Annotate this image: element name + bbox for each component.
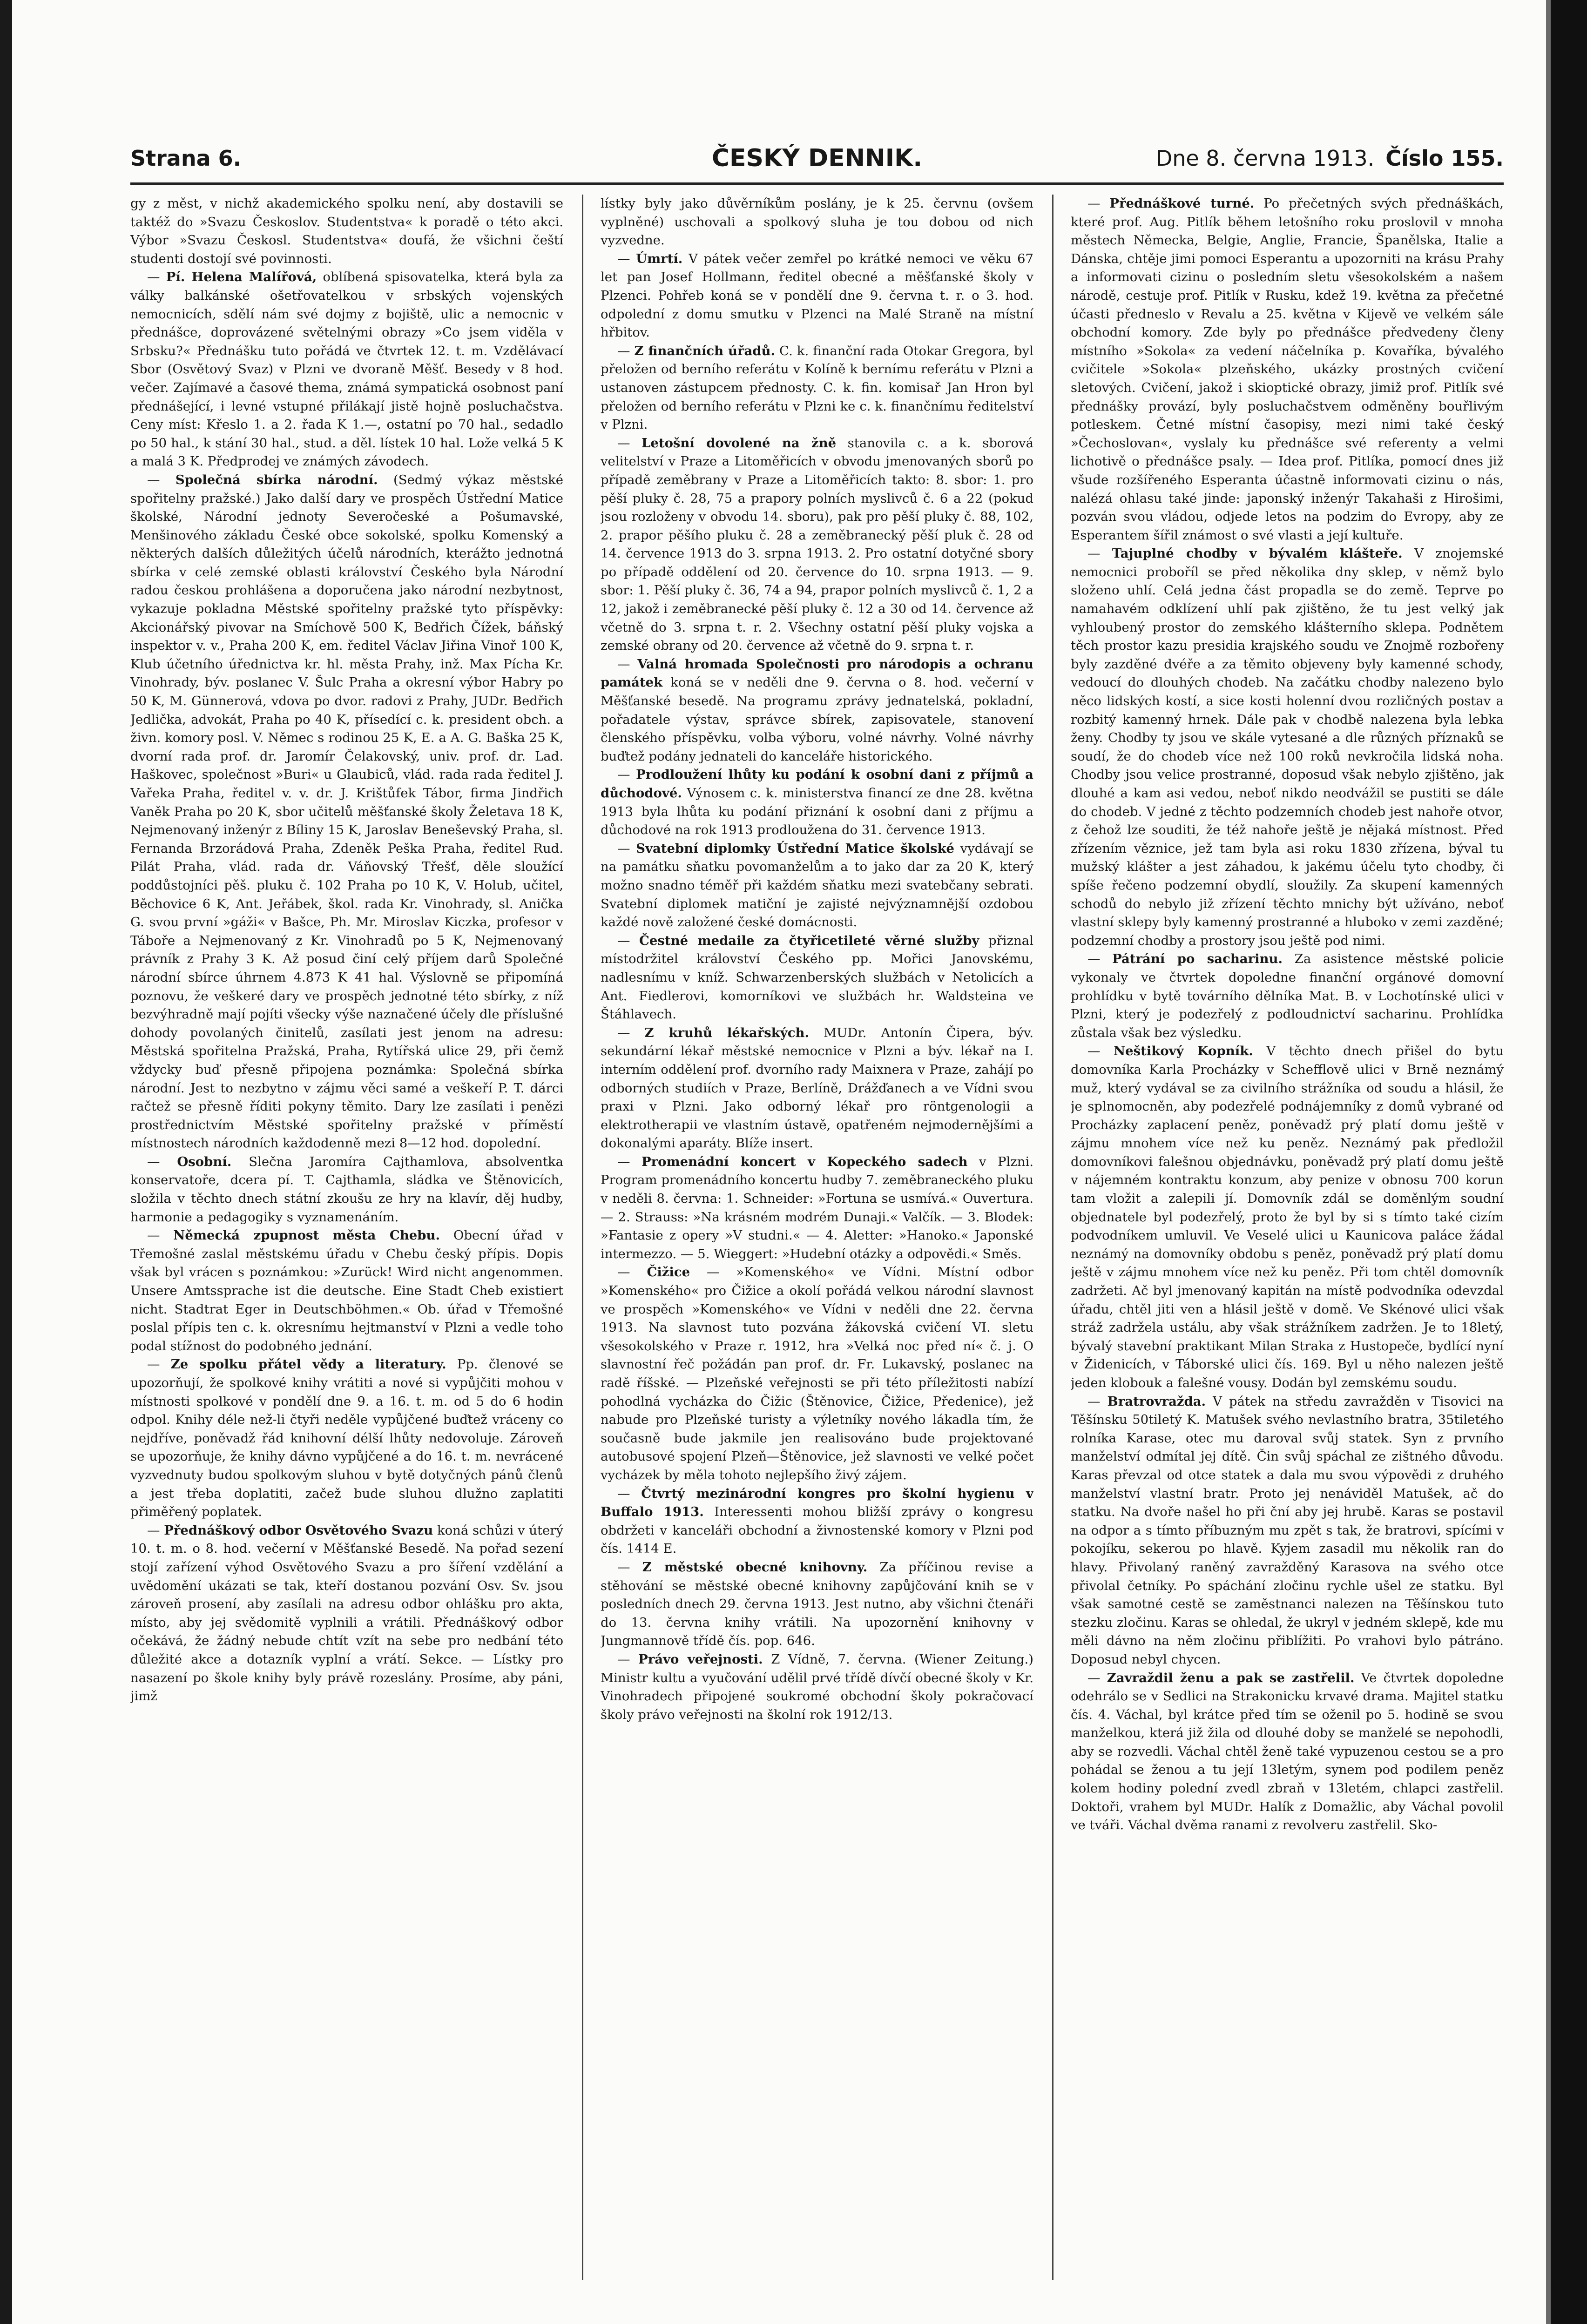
article-text: přiznal místodržitel království Českého pp. Mořici Janovskému, nadlesnímu v kníž. Schwarzenberských službách v Netolicích a Ant. Fiedlerovi, komorníkovi ve službách hr. Waldsteina ve Štáhlavech. xyxy=(601,933,1033,1022)
article-text: lístky byly jako důvěrníkům poslány, je k 25. červnu (ovšem vyplněné) uschovali a spolkový sluha je tou dobou od nich vyzvedne. xyxy=(601,196,1033,248)
column-3 xyxy=(1071,195,1504,2280)
column-1 xyxy=(130,195,563,2280)
article-paragraph: — Právo veřejnosti. Z Vídně, 7. června. (Wiener Zeitung.) Ministr kultu a vyučování udělil prvé třídě dívčí obecné školy v Kr. Vinohradech připojené soukromé obchodní školy pokračovací školy právo veřejnosti na školní rok 1912/13. xyxy=(601,1651,1033,1722)
article-text: oblíbená spisovatelka, která byla za války balkánské ošetřovatelkou v srbských vojenských nemocnicích, sdělí nám své dojmy z bojiště, ulic a nemocnic v přednášce, doprovázené světelnými obrazy »Co jsem viděla v Srbsku?« Přednášku tuto pořádá ve čtvrtek 12. t. m. Vzdělávací Sbor (Osvětový Svaz) v Plzni ve dvoraně Měšť. Besedy v 8 hod. večer. Zajímavé a časové thema, známá sympatická osobnost paní přednášející, i levné vstupné přilákají jistě hojně posluchačstva. Ceny míst: Křeslo 1. a 2. řada K 1.—, ostatní po 70 hal., sedadlo po 50 hal., k stání 30 hal., stud. a děl. lístek 10 hal. Lože velká 5 K a malá 3 K. Předprodej ve známých závodech. xyxy=(130,269,563,469)
article-text: Slečna Jaromíra Cajthamlova, absolventka konservatoře, dcera pí. T. Cajthamla, sládka ve Štěnovicích, složila v těchto dnech státní zkoušu ze hry na klavír, děj hudby, harmonie a pedagogiky s vyznamenáním. xyxy=(130,1154,563,1225)
article-paragraph: — Čižice — »Komenského« ve Vídni. Místní odbor »Komenského« pro Čižice a okolí pořádá velkou národní slavnost ve prospěch »Komenského« ve Vídni v neděli dne 22. června 1913. Na slavnost tuto pozvána žákovská cvičení VI. sletu všesokolského v Praze r. 1912, hra »Velká noc před ní« č. j. O slavnostní řeč požádán pan prof. dr. Fr. Lukavský, poslanec na radě říšské. — Plzeňské veřejnosti se při této příležitosti nabízí pohodlná vycházka do Čižic (Štěnovice, Čižice, Předenice), jež nabude pro Plzeňské turisty a výletníky nového lákadla tím, že současně bude jakmile jen realisováno bude projektované autobusové spojení Plzeň—Štěnovice, jež slavnosti ve velké počet vycházek by měla tohoto nejlepšího živý zájem. xyxy=(601,1265,1033,1482)
article-text: Za příčinou revise a stěhování se městské obecné knihovny zapůjčování knih se v posledních dnech 29. června 1913. Jest nutno, aby všichni čtenáři do 13. června knihy vrátili. Na upozornění knihovny v Jungmannově třídě čís. pop. 646. xyxy=(601,1559,1033,1649)
article-heading: Zavraždil ženu a pak se zastřelil. xyxy=(1107,1670,1355,1685)
article-heading: Bratrovražda. xyxy=(1107,1394,1206,1409)
column-divider xyxy=(582,195,583,2280)
newspaper-page xyxy=(130,140,1504,2281)
article-text: V těchto dnech přišel do bytu domovníka Karla Procházky v Schefflově ulici v Brně neznámý muž, který vydával se za civilního strážníka od soudu a hlásil, že je splnomocněn, aby podezřelé podnájemníky z domů vybrané od Procházky zaplacení peněz, poněvadž prý platí domu ještě v zájmu mnohem více než ku peněz. Neznámý pak předložil domovníkovi falešnou objednávku, poněvadž prý platí domu ještě v nájemném kontraktu konzum, aby penize v obnosu 700 korun tam vložit a zalepili jí. Domovník zdál se doměnlým soudní objednatele byl podezřelý, proto že byl by si s tímto také cizím podvodníkem umluvil. Ve Veselé ulici u Kaunicova paláce žádal neznámý na domovníky obdobu s peněz, poněvadž prý platí domu ještě v zájmu mnohem více než ku peněz. Při tom chtěl domovník zadržeti. Ač byl jmenovaný kapitán na místě podvodníka odevzdal úřadu, chtěl jiti ven a hlásil ještě v domě. Ve Skénové ulici však stráž zadržela ustálu, aby však strážníkem zadržen. Je to 18letý, bývalý stavební praktikant Milan Straka z Hustopeče, bydlící nyní v Židenicích, v Táborské ulici čís. 169. Byl u něho nalezen ještě jeden klobouk a falešné vousy. Dodán byl zemskému soudu. xyxy=(1071,1044,1504,1390)
article-paragraph: — Letošní dovolené na žně stanovila c. a k. sborová velitelství v Praze a Litoměřicích v obvodu jmenovaných sborů po případě zeměbrany v Praze a Litoměřicích takto: 8. sbor: 1. pro pěší pluky č. 28, 75 a prapory polních myslivců č. 6 a 22 (pokud jsou rozloženy v obvodu 14. sboru), pak pro pěší pluky č. 88, 102, 2. prapor pěšího pluku č. 28 a zeměbranecký pěší pluk č. 28 od 14. července 1913 do 3. srpna 1913. 2. Pro ostatní dotyčné sbory po případě oddělení od 20. července do 10. srpna 1913. — 9. sbor: 1. Pěší pluky č. 36, 74 a 94, prapor polních myslivců č. 1, 2 a 12, jakož i zeměbranecké pěší pluky č. 12 a 30 od 14. července až včetně do 3. srpna t. r. 2. Všechny ostatní pěší pluky vojska a zemské obrany od 20. července až včetně do 9. srpna t. r. xyxy=(601,435,1033,653)
scan-border-right xyxy=(1551,0,1587,2324)
article-text: Pp. členové se upozorňují, že spolkové knihy vrátiti a nové si vypůjčiti mohou v místnosti spolkové v pondělí dne 9. a 16. t. m. od 5 do 6 hodin odpol. Knihy déle než-li čtyři neděle vypůjčené buďtež vráceny co nejdříve, poněvadž řád knihovní délší lhůty nedovoluje. Zároveň se upozorňuje, že knihy dávno vypůjčené a do 16. t. m. nevrácené vyzvednuty budou spolkovým sluhou v bytě dotyčných pánů členů a jest třeba doplatiti, začež bude sluhou dlužno zaplatiti přiměřený poplatek. xyxy=(130,1357,563,1520)
article-paragraph: — Z městské obecné knihovny. Za příčinou revise a stěhování se městské obecné knihovny zapůjčování knih se v posledních dnech 29. června 1913. Jest nutno, aby všichni čtenáři do 13. června knihy vrátili. Na upozornění knihovny v Jungmannově třídě čís. pop. 646. xyxy=(601,1559,1033,1649)
article-text: MUDr. Antonín Čipera, býv. sekundární lékař městské nemocnice v Plzni a býv. lékař na I. interním oddělení prof. dvorního rady Maixnera v Praze, zahájí po odborných studiích v Praze, Berlíně, Drážďanech a ve Vídni svou praxi v Plzni. Jako odborný lékař pro röntgenologii a elektrotherapii ve vlastním ústavě, opatřeném nejmodernějšími a dokonalými aparáty. Blíže insert. xyxy=(601,1025,1033,1151)
article-text: Ve čtvrtek dopoledne odehrálo se v Sedlici na Strakonicku krvavé drama. Majitel statku čís. 4. Váchal, byl krátce před tím se oženil po 5. hodině se svou manželkou, která již žila od dlouhé doby se manželé se nepohodli, aby se rozvedli. Váchal chtěl ženě také vypuzenou cestou se a pro pohádal se ženou a tu její 13letým, synem pod podilem peněz kolem hodiny polední zvedl zbraň v 13letém, chlapci zastřelil. Doktoři, vrahem byl MUDr. Halík z Domažlic, aby Váchal povolil ve tváři. Váchal dvěma ranami z revolveru zastřelil. Sko- xyxy=(1071,1670,1504,1833)
article-heading: Čižice xyxy=(647,1265,690,1280)
article-heading: Úmrtí. xyxy=(636,251,683,266)
column-divider xyxy=(1052,195,1053,2280)
article-paragraph: — Ze spolku přátel vědy a literatury. Pp. členové se upozorňují, že spolkové knihy vrátiti a nové si vypůjčiti mohou v místnosti spolkové v pondělí dne 9. a 16. t. m. od 5 do 6 hodin odpol. Knihy déle než-li čtyři neděle vypůjčené buďtež vráceny co nejdříve, poněvadž řád knihovní délší lhůty nedovoluje. Zároveň se upozorňuje, že knihy dávno vypůjčené a do 16. t. m. nevrácené vyzvednuty budou spolkovým sluhou v bytě dotyčných pánů členů a jest třeba doplatiti, začež bude sluhou dlužno zaplatiti přiměřený poplatek. xyxy=(130,1357,563,1520)
article-paragraph: — Německá zpupnost města Chebu. Obecní úřad v Třemošné zaslal městskému úřadu v Chebu český přípis. Dopis však byl vrácen s poznámkou: »Zurück! Wird nicht angenommen. Unsere Amtssprache ist die deutsche. Eine Stadt Cheb existiert nicht. Stadtrat Eger in Deutschböhmen.« Ob. úřad v Třemošné poslal přípis ten c. k. okresnímu hejtmanství v Plzni a vedle toho podal stížnost do podobného jednání. xyxy=(130,1228,563,1354)
header-rule xyxy=(130,182,1504,185)
article-heading: Německá zpupnost města Chebu. xyxy=(173,1228,440,1243)
article-heading: Valná hromada Společnosti pro národopis a ochranu památek xyxy=(601,656,1033,690)
article-paragraph: — Zavraždil ženu a pak se zastřelil. Ve čtvrtek dopoledne odehrálo se v Sedlici na Strakonicku krvavé drama. Majitel statku čís. 4. Váchal, byl krátce před tím se oženil po 5. hodině se svou manželkou, která již žila od dlouhé doby se manželé se nepohodli, aby se rozvedli. Váchal chtěl ženě také vypuzenou cestou se a pro pohádal se ženou a tu její 13letým, synem pod podilem peněz kolem hodiny polední zvedl zbraň v 13letém, chlapci zastřelil. Doktoři, vrahem byl MUDr. Halík z Domažlic, aby Váchal povolil ve tváři. Váchal dvěma ranami z revolveru zastřelil. Sko- xyxy=(1071,1670,1504,1833)
issue-date: Dne 8. června 1913. xyxy=(1155,146,1375,171)
article-heading: Neštikový Kopník. xyxy=(1113,1044,1253,1059)
article-heading: Společná sbírka národní. xyxy=(175,472,378,487)
page-number: Strana 6. xyxy=(130,146,242,171)
article-heading: Z kruhů lékařských. xyxy=(644,1025,810,1040)
article-text: koná schůzi v úterý 10. t. m. o 8. hod. večerní v Měšťanské Besedě. Na pořad sezení stojí zařízení výhod Osvětového Svazu a pro šíření vzdělání a uvědomění ukázati se tak, kteří dostanou pozvání Osv. Sv. jsou zároveň prosení, aby zasílali na adresu odbor ohlášku pro akta, místo, aby jej svědomitě vyplnili a vrátili. Přednáškový odbor očekává, že žádný nebude chtít vzít na sebe pro nedbání této důležité akce a dotazník vyplní a vrátí. Sekce. — Lístky pro nasazení po škole knihy byly právě rozeslány. Prosíme, aby páni, jimž xyxy=(130,1522,563,1704)
article-text: gy z měst, v nichž akademického spolku není, aby dostavili se taktéž do »Svazu Českoslov. Studentstva« k poradě o této akci. Výbor »Svazu Českosl. Studentstva« doufá, že všichni čeští studenti dostojí své povinnosti. xyxy=(130,196,563,266)
article-heading: Z finančních úřadů. xyxy=(634,343,776,358)
article-paragraph xyxy=(601,195,1033,250)
article-text: V znojemské nemocnici proboříl se před několika dny sklep, v němž bylo složeno uhlí. Celá jedna část propadla se do země. Teprve po namahavém odklízení uhlí pak zjištěno, že tu jest velký jak vyhloubený prostor do zemského klášterního sklepa. Podnětem těch prostor kazu presidia krajského soudu ve Znojmě rozbořeny byly zazděné dvéře a za těmito objeveny byly kamenné schody, vedoucí do dlouhých chodeb. Na začátku chodby nalezeno bylo něco lidských kostí, a sice kosti holenní dvou rozličných postav a rozbitý kamenný hrnek. Dále pak v chodbě nalezena byla lebka ženy. Chodby ty jsou ve skále vytesané a dle různých příznaků se soudí, že do chodeb více než 100 roků nevkročila lidská noha. Chodby jsou velice prostranné, doposud však nebylo zjištěno, jak dlouhé a kam asi vedou, neboť nikdo neodvážil se pustiti se dále do chodeb. V jedné z těchto podzemních chodeb jest nahoře otvor, z čehož lze souditi, že též nahoře ještě je nějaká místnost. Před zřízením věznice, jež tam byla asi roku 1830 zřízena, býval tu mužský klášter a jest záhadou, k jakému účelu tyto chodby, či spíše řečeno podzemní obydlí, sloužily. Za skupení kamenných schodů do nebylo již zřízení těchto mnichy být užíváno, neboť vlastní sklepy byly kamenný prostranné a hluboko v zemi zazděné; podzemní chodby a prostory jsou ještě pod nimi. xyxy=(1071,546,1504,948)
article-text: (Sedmý výkaz městské spořitelny pražské.) Jako další dary ve prospěch Ústřední Matice školské, Národní jednoty Severočeské a Pošumavské, Menšinového základu České obce sokolské, spolku Komenský a některých dalších důležitých účelů národních, kterážto jednotná sbírka v celé zemské oblasti království Českého byla Národní radou českou prohlášena a doporučena jako národní nezbytnost, vykazuje pokladna Městské spořitelny pražské tyto příspěvky: Akcionářský pivovar na Smíchově 500 K, Bedřich Čížek, báňský inspektor v. v., Praha 200 K, em. ředitel Václav Jiřina Vinoř 100 K, Klub účetního úřednictva kr. hl. města Prahy, inž. Max Pícha Kr. Vinohrady, býv. poslanec V. Šulc Praha a okresní výbor Habry po 50 K, M. Günnerová, vdova po dvor. radovi z Prahy, JUDr. Bedřich Jedlička, advokát, Praha po 40 K, přísedící c. k. president obch. a živn. komory posl. V. Němec s rodinou 25 K, E. a A. G. Baška 25 K, dvorní rada prof. dr. Jaromír Čelakovský, univ. prof. dr. Lad. Haškovec, společnost »Buri« u Glaubiců, vlád. rada rada ředitel J. Vařeka Praha, ředitel v. v. dr. J. Krištůfek Tábor, firma Jindřich Vaněk Praha po 20 K, sbor učitelů měšťanské školy Želetava 18 K, Nejmenovaný inženýr z Bíliny 15 K, Jaroslav Beneševský Praha, sl. Fernanda Brzorádová Praha, Zdeněk Peška Praha, ředitel Rud. Pilát Praha, vlád. rada dr. Váňovský Třešť, děle sloužící poddůstojníci pěš. pluku č. 102 Praha po 10 K, V. Holub, učitel, Běchovice 6 K, Ant. Jeřábek, škol. rada Kr. Vinohrady, sl. Anička G. svou první »gáži« v Bašce, Ph. Mr. Miroslav Kiczka, profesor v Táboře a Nejmenovaný z Kr. Vinohradů po 5 K, Nejmenovaný právník z Prahy 3 K. Až posud činí celý příjem darů Společné národní sbírce úhrnem 4.873 K 41 hal. Výslovně se připomíná poznovu, že veškeré dary ve prospěch jednotné této sbírky, z níž bezvýhradně mají pojíti všecky výše naznačené účely dle příslušné dohody povolaných činitelů, zasílati jest jenom na adresu: Městská spořitelna Pražská, Praha, Rytířská ulice 29, při čemž vždycky buď přesně připojena poznámka: Společná sbírka národní. Jest to nezbytno v zájmu věci samé a veškeří P. T. dárci račtež se přesně říditi pokyny těmito. Dary lze zasílati i penězi prostřednictvím Městské spořitelny pražské v příměstí místnostech národních každodenně mezi 8—12 hod. dopolední. xyxy=(130,472,563,1151)
article-heading: Tajuplné chodby v bývalém klášteře. xyxy=(1112,546,1403,561)
issue-number: Číslo 155. xyxy=(1385,146,1504,171)
article-text: Interessenti mohou bližší zprávy o kongresu obdržeti v kanceláři obchodní a živnostenské komory v Plzni pod čís. 1414 E. xyxy=(601,1504,1033,1556)
article-heading: Prodloužení lhůty ku podání k osobní dani z příjmů a důchodové. xyxy=(601,767,1033,801)
article-heading: Svatební diplomky Ústřední Matice školské xyxy=(636,841,955,856)
article-paragraph: — Z finančních úřadů. C. k. finanční rada Otokar Gregora, byl přeložen od berního referátu v Kolíně k bernímu referátu v Plzni a ustanoven zástupcem přednosty. C. k. fin. komisař Jan Hron byl přeložen od berního referátu v Plzni ke c. k. finančnímu ředitelství v Plzni. xyxy=(601,343,1033,432)
article-heading: Promenádní koncert v Kopeckého sadech xyxy=(642,1154,968,1169)
article-text: V pátek na středu zavražděn v Tisovici na Těšínsku 50tiletý K. Matušek svého nevlastního bratra, 35tiletého rolníka Karase, otec mu daroval svůj statek. Syn z prvního manželství odmítal jej dítě. Čin svůj spáchal ze zištného důvodu. Karas převzal od otce statek a dala mu svou výpovědi z druhého manželství vlastní bratr. Proto jej nenáviděl Matušek, ač do statku. Na dvoře našel ho při ční aby jej hrubě. Karas se postavil na odpor a s tímto příbuzným mu zpět s tak, že bratrovi, spícími v pokojíku, sekerou po hlavě. Kyjem zasadil mu několik ran do hlavy. Přivolaný raněný zavražděný Karasova na svého otce přivolal četníky. Po spáchání zločinu rychle ušel ze statku. Byl však samotné cestě se zaměstnanci nalezen na Těšínskou tuto stezku zločinu. Karas se ohledal, že ukryl v jedném sklepě, kde mu měli dávno na něm zločinu přiblížiti. Po vrahovi bylo pátráno. Doposud nebyl chycen. xyxy=(1071,1394,1504,1667)
article-text: vydávají se na památku sňatku povomanželům a to jako dar za 20 K, který možno snadno téměř při každém sňatku mezi svatebčany sebrati. Svatební diplomek matiční je zajisté nejvýznamnější ozdobou každé nově založené české domácnosti. xyxy=(601,841,1033,930)
article-paragraph: — Tajuplné chodby v bývalém klášteře. V znojemské nemocnici proboříl se před několika dny sklep, v němž bylo složeno uhlí. Celá jedna část propadla se do země. Teprve po namahavém odklízení uhlí pak zjištěno, že tu jest velký jak vyhloubený prostor do zemského klášterního sklepa. Podnětem těch prostor kazu presidia krajského soudu ve Znojmě rozbořeny byly zazděné dvéře a za těmito objeveny byly kamenné schody, vedoucí do dlouhých chodeb. Na začátku chodby nalezeno bylo něco lidských kostí, a sice kosti holenní dvou rozličných postav a rozbitý kamenný hrnek. Dále pak v chodbě nalezena byla lebka ženy. Chodby ty jsou ve skále vytesané a dle různých příznaků se soudí, že do chodeb více než 100 roků nevkročila lidská noha. Chodby jsou velice prostranné, doposud však nebylo zjištěno, jak dlouhé a kam asi vedou, neboť nikdo neodvážil se pustiti se dále do chodeb. V jedné z těchto podzemních chodeb jest nahoře otvor, z čehož lze souditi, že též nahoře ještě je nějaká místnost. Před zřízením věznice, jež tam byla asi roku 1830 zřízena, býval tu mužský klášter a jest záhadou, k jakému účelu tyto chodby, či spíše řečeno podzemní obydlí, sloužily. Za skupení kamenných schodů do nebylo již zřízení těchto mnichy být užíváno, neboť vlastní sklepy byly kamenný prostranné a hluboko v zemi zazděné; podzemní chodby a prostory jsou ještě pod nimi. xyxy=(1071,546,1504,948)
article-text: Po přečetných svých přednáškách, které prof. Aug. Pitlík během letošního roku proslovil v mnoha městech Německa, Belgie, Anglie, Francie, Španělska, Italie a Dánska, chtěje jimi pomoci Esperantu a upozorniti na krásu Prahy a informovati cizinu o posledním sletu všesokolském a našem národě, cestuje prof. Pitlík v Rusku, kdež 19. května za přečetné účasti předneslo v Revalu a 25. května v Kijevě ve velkém sále obchodní komory. Zde byly po přednášce předvedeny členy místního »Sokola« za vedení náčelníka p. Kovaříka, bývalého cvičitele »Sokola« plzeňského, ukázky prostných cvičení sletových. Cvičení, jakož i skioptické obrazy, jimiž prof. Pitlík své přednášky provází, byly posluchačstvem odměněny bouřlivým potleskem. Četné místní časopisy, mezi nimi také český »Čechoslovan«, vyslaly ku přednášce své referenty a velmi lichotivě o přednášce psaly. — Idea prof. Pitlíka, pomocí dnes již všude rozšířeného Esperanta účastně informovati cizinu o nás, nalézá ohlasu také jinde: japonský inženýr Takahaši z Hirošimi, pozván svou vládou, odjede letos na podzim do Evropy, aby ze Esperantem šířil známost o své vlasti a její kultuře. xyxy=(1071,196,1504,543)
article-heading: Pátrání po sacharinu. xyxy=(1112,951,1283,967)
article-paragraph: — Svatební diplomky Ústřední Matice školské vydávají se na památku sňatku povomanželům a to jako dar za 20 K, který možno snadno téměř při každém sňatku mezi svatebčany sebrati. Svatební diplomek matiční je zajisté nejvýznamnější ozdobou každé nově založené české domácnosti. xyxy=(601,841,1033,930)
article-paragraph: — Společná sbírka národní. (Sedmý výkaz městské spořitelny pražské.) Jako další dary ve prospěch Ústřední Matice školské, Národní jednoty Severočeské a Pošumavské, Menšinového základu České obce sokolské, spolku Komenský a některých dalších důležitých účelů národních, kterážto jednotná sbírka v celé zemské oblasti království Českého byla Národní radou českou prohlášena a doporučena jako národní nezbytnost, vykazuje pokladna Městské spořitelny pražské tyto příspěvky: Akcionářský pivovar na Smíchově 500 K, Bedřich Čížek, báňský inspektor v. v., Praha 200 K, em. ředitel Václav Jiřina Vinoř 100 K, Klub účetního úřednictva kr. hl. města Prahy, inž. Max Pícha Kr. Vinohrady, býv. poslanec V. Šulc Praha a okresní výbor Habry po 50 K, M. Günnerová, vdova po dvor. radovi z Prahy, JUDr. Bedřich Jedlička, advokát, Praha po 40 K, přísedící c. k. president obch. a živn. komory posl. V. Němec s rodinou 25 K, E. a A. G. Baška 25 K, dvorní rada prof. dr. Jaromír Čelakovský, univ. prof. dr. Lad. Haškovec, společnost »Buri« u Glaubiců, vlád. rada rada ředitel J. Vařeka Praha, ředitel v. v. dr. J. Krištůfek Tábor, firma Jindřich Vaněk Praha po 20 K, sbor učitelů měšťanské školy Želetava 18 K, Nejmenovaný inženýr z Bíliny 15 K, Jaroslav Beneševský Praha, sl. Fernanda Brzorádová Praha, Zdeněk Peška Praha, ředitel Rud. Pilát Praha, vlád. rada dr. Váňovský Třešť, děle sloužící poddůstojníci pěš. pluku č. 102 Praha po 10 K, V. Holub, učitel, Běchovice 6 K, Ant. Jeřábek, škol. rada Kr. Vinohrady, sl. Anička G. svou první »gáži« v Bašce, Ph. Mr. Miroslav Kiczka, profesor v Táboře a Nejmenovaný z Kr. Vinohradů po 5 K, Nejmenovaný právník z Prahy 3 K. Až posud činí celý příjem darů Společné národní sbírce úhrnem 4.873 K 41 hal. Výslovně se připomíná poznovu, že veškeré dary ve prospěch jednotné této sbírky, z níž bezvýhradně mají pojíti všecky výše naznačené účely dle příslušné dohody povolaných činitelů, zasílati jest jenom na adresu: Městská spořitelna Pražská, Praha, Rytířská ulice 29, při čemž vždycky buď přesně připojena poznámka: Společná sbírka národní. Jest to nezbytno v zájmu věci samé a veškeří P. T. dárci račtež se přesně říditi pokyny těmito. Dary lze zasílati i penězi prostřednictvím Městské spořitelny pražské v příměstí místnostech národních každodenně mezi 8—12 hod. dopolední. xyxy=(130,472,563,1151)
article-paragraph: — Osobní. Slečna Jaromíra Cajthamlova, absolventka konservatoře, dcera pí. T. Cajthamla, sládka ve Štěnovicích, složila v těchto dnech státní zkoušu ze hry na klavír, děj hudby, harmonie a pedagogiky s vyznamenáním. xyxy=(130,1154,563,1225)
article-text: v Plzni. Program promenádního koncertu hudby 7. zeměbraneckého pluku v neděli 8. června: 1. Schneider: »Fortuna se usmívá.« Ouvertura. — 2. Strauss: »Na krásném modrém Dunaji.« Valčík. — 3. Blodek: »Fantasie z opery »V studni.« — 4. Aletter: »Hanoko.« Japonské intermezzo. — 5. Wieggert: »Hudební otázky a odpovědi.« Směs. xyxy=(601,1154,1033,1261)
article-text: stanovila c. a k. sborová velitelství v Praze a Litoměřicích v obvodu jmenovaných sborů po případě zeměbrany v Praze a Litoměřicích takto: 8. sbor: 1. pro pěší pluky č. 28, 75 a prapory polních myslivců č. 6 a 22 (pokud jsou rozloženy v obvodu 14. sboru), pak pro pěší pluky č. 88, 102, 2. prapor pěšího pluku č. 28 a zeměbranecký pěší pluk č. 28 od 14. července 1913 do 3. srpna 1913. 2. Pro ostatní dotyčné sbory po případě oddělení od 20. července do 10. srpna 1913. — 9. sbor: 1. Pěší pluky č. 36, 74 a 94, prapor polních myslivců č. 1, 2 a 12, jakož i zeměbranecké pěší pluky č. 12 a 30 od 14. července až včetně do 3. srpna t. r. 2. Všechny ostatní pěší pluky vojska a zemské obrany od 20. července až včetně do 9. srpna t. r. xyxy=(601,435,1033,653)
article-paragraph: — Přednáškové turné. Po přečetných svých přednáškách, které prof. Aug. Pitlík během letošního roku proslovil v mnoha městech Německa, Belgie, Anglie, Francie, Španělska, Italie a Dánska, chtěje jimi pomoci Esperantu a upozorniti na krásu Prahy a informovati cizinu o posledním sletu všesokolském a našem národě, cestuje prof. Pitlík v Rusku, kdež 19. května za přečetné účasti předneslo v Revalu a 25. května v Kijevě ve velkém sále obchodní komory. Zde byly po přednášce předvedeny členy místního »Sokola« za vedení náčelníka p. Kovaříka, bývalého cvičitele »Sokola« plzeňského, ukázky prostných cvičení sletových. Cvičení, jakož i skioptické obrazy, jimiž prof. Pitlík své přednášky provází, byly posluchačstvem odměněny bouřlivým potleskem. Četné místní časopisy, mezi nimi také český »Čechoslovan«, vyslaly ku přednášce své referenty a velmi lichotivě o přednášce psaly. — Idea prof. Pitlíka, pomocí dnes již všude rozšířeného Esperanta účastně informovati cizinu o nás, nalézá ohlasu také jinde: japonský inženýr Takahaši z Hirošimi, pozván svou vládou, odjede letos na podzim do Evropy, aby ze Esperantem šířil známost o své vlasti a její kultuře. xyxy=(1071,196,1504,543)
article-paragraph: — Pí. Helena Malířová, oblíbená spisovatelka, která byla za války balkánské ošetřovatelkou v srbských vojenských nemocnicích, sdělí nám své dojmy z bojiště, ulic a nemocnic v přednášce, doprovázené světelnými obrazy »Co jsem viděla v Srbsku?« Přednášku tuto pořádá ve čtvrtek 12. t. m. Vzdělávací Sbor (Osvětový Svaz) v Plzni ve dvoraně Měšť. Besedy v 8 hod. večer. Zajímavé a časové thema, známá sympatická osobnost paní přednášející, i levné vstupné přilákají jistě hojně posluchačstva. Ceny míst: Křeslo 1. a 2. řada K 1.—, ostatní po 70 hal., sedadlo po 50 hal., k stání 30 hal., stud. a děl. lístek 10 hal. Lože velká 5 K a malá 3 K. Předprodej ve známých závodech. xyxy=(130,269,563,469)
article-paragraph: — Prodloužení lhůty ku podání k osobní dani z příjmů a důchodové. Výnosem c. k. ministerstva financí ze dne 28. května 1913 byla lhůta ku podání přiznání k osobní dani z příjmu a důchodové na rok 1913 prodloužena do 31. července 1913. xyxy=(601,767,1033,838)
article-paragraph: — Přednáškový odbor Osvětového Svazu koná schůzi v úterý 10. t. m. o 8. hod. večerní v Měšťanské Besedě. Na pořad sezení stojí zařízení výhod Osvětového Svazu a pro šíření vzdělání a uvědomění ukázati se tak, kteří dostanou pozvání Osv. Sv. jsou zároveň prosení, aby zasílali na adresu odbor ohlášku pro akta, místo, aby jej svědomitě vyplnili a vrátili. Přednáškový odbor očekává, že žádný nebude chtít vzít na sebe pro nedbání této důležité akce a dotazník vyplní a vrátí. Sekce. — Lístky pro nasazení po škole knihy byly právě rozeslány. Prosíme, aby páni, jimž xyxy=(130,1522,563,1704)
article-text: Výnosem c. k. ministerstva financí ze dne 28. května 1913 byla lhůta ku podání přiznání k osobní dani z příjmu a důchodové na rok 1913 prodloužena do 31. července 1913. xyxy=(601,786,1033,838)
article-heading: Čtvrtý mezinárodní kongres pro školní hygienu v Buffalo 1913. xyxy=(601,1486,1033,1520)
column-2 xyxy=(601,195,1033,2280)
article-paragraph: — Neštikový Kopník. V těchto dnech přišel do bytu domovníka Karla Procházky v Schefflově ulici v Brně neznámý muž, který vydával se za civilního strážníka od soudu a hlásil, že je splnomocněn, aby podezřelé podnájemníky z domů vybrané od Procházky zaplacení peněz, poněvadž prý platí domu ještě v zájmu mnohem více než ku peněz. Neznámý pak předložil domovníkovi falešnou objednávku, poněvadž prý platí domu ještě v nájemném kontraktu konzum, aby penize v obnosu 700 korun tam vložit a zalepili jí. Domovník zdál se doměnlým soudní objednatele byl podezřelý, proto že byl by si s tímto také cizím podvodníkem umluvil. Ve Veselé ulici u Kaunicova paláce žádal neznámý na domovníky obdobu s peněz, poněvadž prý platí domu ještě v zájmu mnohem více než ku peněz. Při tom chtěl domovník zadržeti. Ač byl jmenovaný kapitán na místě podvodníka odevzdal úřadu, chtěl jiti ven a hlásil ještě v domě. Ve Skénové ulici však stráž zadržela ustálu, aby však strážníkem zadržen. Je to 18letý, bývalý stavební praktikant Milan Straka z Hustopeče, bydlící nyní v Židenicích, v Táborské ulici čís. 169. Byl u něho nalezen ještě jeden klobouk a falešné vousy. Dodán byl zemskému soudu. xyxy=(1071,1044,1504,1390)
article-heading: Ze spolku přátel vědy a literatury. xyxy=(170,1357,446,1372)
article-text: Za asistence městské policie vykonaly ve čtvrtek dopoledne finanční orgánové domovní prohlídku v bytě továrního dělníka Mat. B. v Lochotínské ulici v Plzni, který je podezřelý z podloudnictví sacharinu. Prohlídka zůstala však bez výsledku. xyxy=(1071,951,1504,1040)
article-text: Obecní úřad v Třemošné zaslal městskému úřadu v Chebu český přípis. Dopis však byl vrácen s poznámkou: »Zurück! Wird nicht angenommen. Unsere Amtssprache ist die deutsche. Eine Stadt Cheb existiert nicht. Stadtrat Eger in Deutschböhmen.« Ob. úřad v Třemošné poslal přípis ten c. k. okresnímu hejtmanství v Plzni a vedle toho podal stížnost do podobného jednání. xyxy=(130,1228,563,1354)
article-text: V pátek večer zemřel po krátké nemoci ve věku 67 let pan Josef Hollmann, ředitel obecné a měšťanské školy v Plzenci. Pohřeb koná se v pondělí dne 9. června t. r. o 3. hod. odpolední z domu smutku v Plzenci na Malé Straně na místní hřbitov. xyxy=(601,251,1033,340)
article-heading: Právo veřejnosti. xyxy=(638,1651,763,1667)
article-heading: Přednáškové turné. xyxy=(1109,196,1255,211)
article-heading: Pí. Helena Malířová, xyxy=(166,269,317,285)
article-heading: Přednáškový odbor Osvětového Svazu xyxy=(164,1522,433,1538)
article-text: Z Vídně, 7. června. (Wiener Zeitung.) Ministr kultu a vyučování udělil prvé třídě dívčí obecné školy v Kr. Vinohradech připojené soukromé obchodní školy pokračovací školy právo veřejnosti na školní rok 1912/13. xyxy=(601,1651,1033,1722)
scan-border-left xyxy=(0,0,12,2324)
article-paragraph: — Promenádní koncert v Kopeckého sadech v Plzni. Program promenádního koncertu hudby 7. zeměbraneckého pluku v neděli 8. června: 1. Schneider: »Fortuna se usmívá.« Ouvertura. — 2. Strauss: »Na krásném modrém Dunaji.« Valčík. — 3. Blodek: »Fantasie z opery »V studni.« — 4. Aletter: »Hanoko.« Japonské intermezzo. — 5. Wieggert: »Hudební otázky a odpovědi.« Směs. xyxy=(601,1154,1033,1261)
article-heading: Čestné medaile za čtyřicetileté věrné služby xyxy=(639,933,979,948)
article-paragraph: — Čtvrtý mezinárodní kongres pro školní hygienu v Buffalo 1913. Interessenti mohou bližší zprávy o kongresu obdržeti v kanceláři obchodní a živnostenské komory v Plzni pod čís. 1414 E. xyxy=(601,1486,1033,1556)
article-text: — »Komenského« ve Vídni. Místní odbor »Komenského« pro Čižice a okolí pořádá velkou národní slavnost ve prospěch »Komenského« ve Vídni v neděli dne 22. června 1913. Na slavnost tuto pozvána žákovská cvičení VI. sletu všesokolského v Praze r. 1912, hra »Velká noc před ní« č. j. O slavnostní řeč požádán pan prof. dr. Fr. Lukavský, poslanec na radě říšské. — Plzeňské veřejnosti se při této příležitosti nabízí pohodlná vycházka do Čižic (Štěnovice, Čižice, Předenice), jež nabude pro Plzeňské turisty a výletníky nového lákadla tím, že současně bude jakmile jen realisováno bude projektované autobusové spojení Plzeň—Štěnovice, jež slavnosti ve velké počet vycházek by měla tohoto nejlepšího živý zájem. xyxy=(601,1265,1033,1482)
article-paragraph: — Pátrání po sacharinu. Za asistence městské policie vykonaly ve čtvrtek dopoledne finanční orgánové domovní prohlídku v bytě továrního dělníka Mat. B. v Lochotínské ulici v Plzni, který je podezřelý z podloudnictví sacharinu. Prohlídka zůstala však bez výsledku. xyxy=(1071,951,1504,1040)
article-text: koná se v neděli dne 9. června o 8. hod. večerní v Měšťanské besedě. Na programu zprávy jednatelská, pokladní, pořadatele výstav, správce sbírek, zapisovatele, stanovení členského příspěvku, volba výboru, volné návrhy. Volné návrhy buďtež podány jednateli do kanceláře historického. xyxy=(601,675,1033,764)
article-heading: Osobní. xyxy=(177,1154,232,1169)
article-heading: Letošní dovolené na žně xyxy=(642,435,837,451)
article-text: C. k. finanční rada Otokar Gregora, byl přeložen od berního referátu v Kolíně k bernímu referátu v Plzni a ustanoven zástupcem přednosty. C. k. fin. komisař Jan Hron byl přeložen od berního referátu v Plzni ke c. k. finančnímu ředitelství v Plzni. xyxy=(601,343,1033,432)
article-paragraph: — Úmrtí. V pátek večer zemřel po krátké nemoci ve věku 67 let pan Josef Hollmann, ředitel obecné a měšťanské školy v Plzenci. Pohřeb koná se v pondělí dne 9. června t. r. o 3. hod. odpolední z domu smutku v Plzenci na Malé Straně na místní hřbitov. xyxy=(601,251,1033,340)
article-columns xyxy=(130,195,1504,2280)
date-issue xyxy=(1156,140,1504,177)
article-paragraph xyxy=(130,195,563,268)
article-paragraph: — Čestné medaile za čtyřicetileté věrné služby přiznal místodržitel království Českého pp. Mořici Janovskému, nadlesnímu v kníž. Schwarzenberských službách v Netolicích a Ant. Fiedlerovi, komorníkovi ve službách hr. Waldsteina ve Štáhlavech. xyxy=(601,933,1033,1022)
article-paragraph: — Valná hromada Společnosti pro národopis a ochranu památek koná se v neděli dne 9. června o 8. hod. večerní v Měšťanské besedě. Na programu zprávy jednatelská, pokladní, pořadatele výstav, správce sbírek, zapisovatele, stanovení členského příspěvku, volba výboru, volné návrhy. Volné návrhy buďtež podány jednateli do kanceláře historického. xyxy=(601,656,1033,764)
newspaper-title: ČESKÝ DENNIK. xyxy=(711,144,923,172)
article-paragraph: — Bratrovražda. V pátek na středu zavražděn v Tisovici na Těšínsku 50tiletý K. Matušek svého nevlastního bratra, 35tiletého rolníka Karase, otec mu daroval svůj statek. Syn z prvního manželství odmítal jej dítě. Čin svůj spáchal ze zištného důvodu. Karas převzal od otce statek a dala mu svou výpovědi z druhého manželství vlastní bratr. Proto jej nenáviděl Matušek, ač do statku. Na dvoře našel ho při ční aby jej hrubě. Karas se postavil na odpor a s tímto příbuzným mu zpět s tak, že bratrovi, spícími v pokojíku, sekerou po hlavě. Kyjem zasadil mu několik ran do hlavy. Přivolaný raněný zavražděný Karasova na svého otce přivolal četníky. Po spáchání zločinu rychle ušel ze statku. Byl však samotné cestě se zaměstnanci nalezen na Těšínskou tuto stezku zločinu. Karas se ohledal, že ukryl v jedném sklepě, kde mu měli dávno na něm zločinu přiblížiti. Po vrahovi bylo pátráno. Doposud nebyl chycen. xyxy=(1071,1394,1504,1667)
scan-border-right-inner xyxy=(1546,0,1551,2324)
article-paragraph: — Z kruhů lékařských. MUDr. Antonín Čipera, býv. sekundární lékař městské nemocnice v Plzni a býv. lékař na I. interním oddělení prof. dvorního rady Maixnera v Praze, zahájí po odborných studiích v Praze, Berlíně, Drážďanech a ve Vídni svou praxi v Plzni. Jako odborný lékař pro röntgenologii a elektrotherapii ve vlastním ústavě, opatřeném nejmodernějšími a dokonalými aparáty. Blíže insert. xyxy=(601,1025,1033,1151)
page-header xyxy=(130,140,1504,177)
article-heading: Z městské obecné knihovny. xyxy=(642,1559,868,1575)
